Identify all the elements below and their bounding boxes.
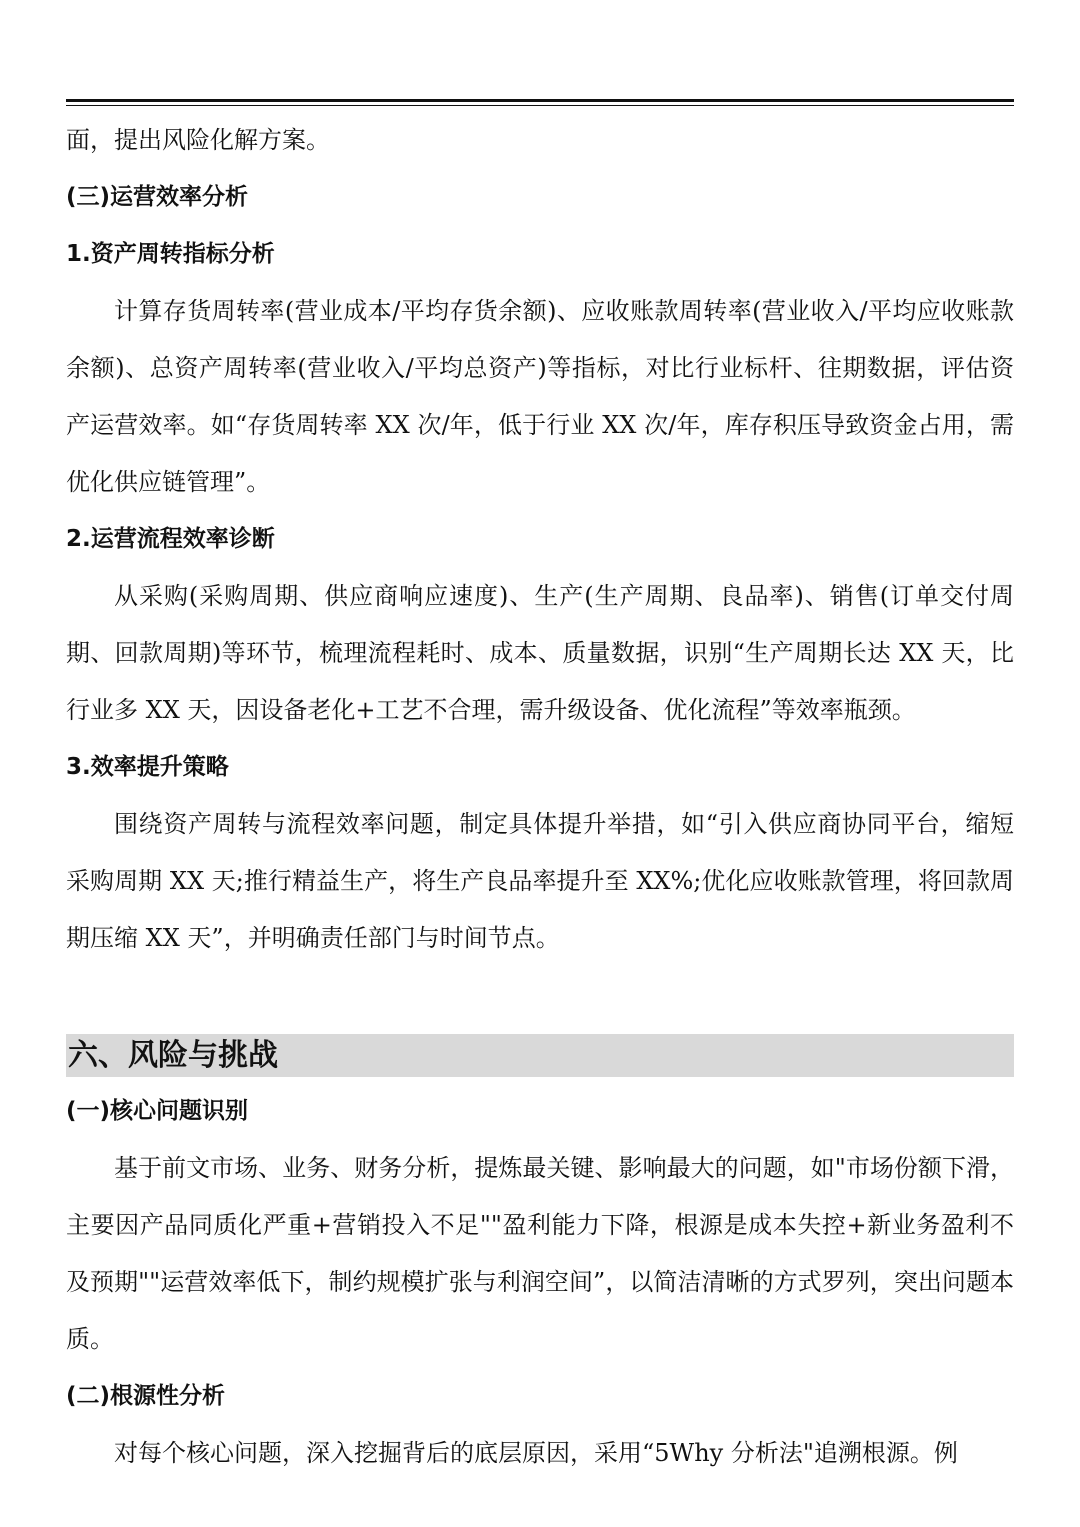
subheading-asset-turnover: 1.资产周转指标分析 — [66, 241, 275, 267]
paragraph-process-efficiency: 从采购(采购周期、供应商响应速度)、生产(生产周期、良品率)、销售(订单交付周期、回款周期)等环节，梳理流程耗时、成本、质量数据，识别“生产周期长达 XX 天，比行业多 XX 天，因设备老化+工艺不合理，需升级设备、优化流程”等效率瓶颈。 — [66, 582, 1014, 724]
paragraph-root-cause: 对每个核心问题，深入挖掘背后的底层原因，采用“5Why 分析法"追溯根源。例 — [114, 1439, 958, 1467]
header-rule-thick — [66, 99, 1014, 102]
section-heading-operations: (三)运营效率分析 — [66, 184, 249, 210]
chapter-heading-risks: 六、风险与挑战 — [66, 1034, 1014, 1077]
paragraph-efficiency-strategy: 围绕资产周转与流程效率问题，制定具体提升举措，如“引入供应商协同平台，缩短采购周期 XX 天;推行精益生产，将生产良品率提升至 XX%;优化应收账款管理，将回款周期压缩 XX 天”，并明确责任部门与时间节点。 — [66, 810, 1014, 952]
subheading-process-efficiency: 2.运营流程效率诊断 — [66, 526, 275, 552]
document-body — [66, 112, 1014, 1482]
paragraph-core-issues: 基于前文市场、业务、财务分析，提炼最关键、影响最大的问题，如"市场份额下滑，主要因产品同质化严重+营销投入不足""盈利能力下降，根源是成本失控+新业务盈利不及预期""运营效率低下，制约规模扩张与利润空间”，以简洁清晰的方式罗列，突出问题本质。 — [66, 1154, 1014, 1353]
section-heading-root-cause: (二)根源性分析 — [66, 1383, 226, 1409]
subheading-efficiency-strategy: 3.效率提升策略 — [66, 754, 229, 780]
continued-paragraph: 面，提出风险化解方案。 — [66, 126, 330, 154]
paragraph-asset-turnover: 计算存货周转率(营业成本/平均存货余额)、应收账款周转率(营业收入/平均应收账款余额)、总资产周转率(营业收入/平均总资产)等指标，对比行业标杆、往期数据，评估资产运营效率。如“存货周转率 XX 次/年，低于行业 XX 次/年，库存积压导致资金占用，需优化供应链管理”。 — [66, 297, 1014, 496]
section-heading-core-issues: (一)核心问题识别 — [66, 1098, 249, 1124]
header-rule-thin — [66, 105, 1014, 106]
